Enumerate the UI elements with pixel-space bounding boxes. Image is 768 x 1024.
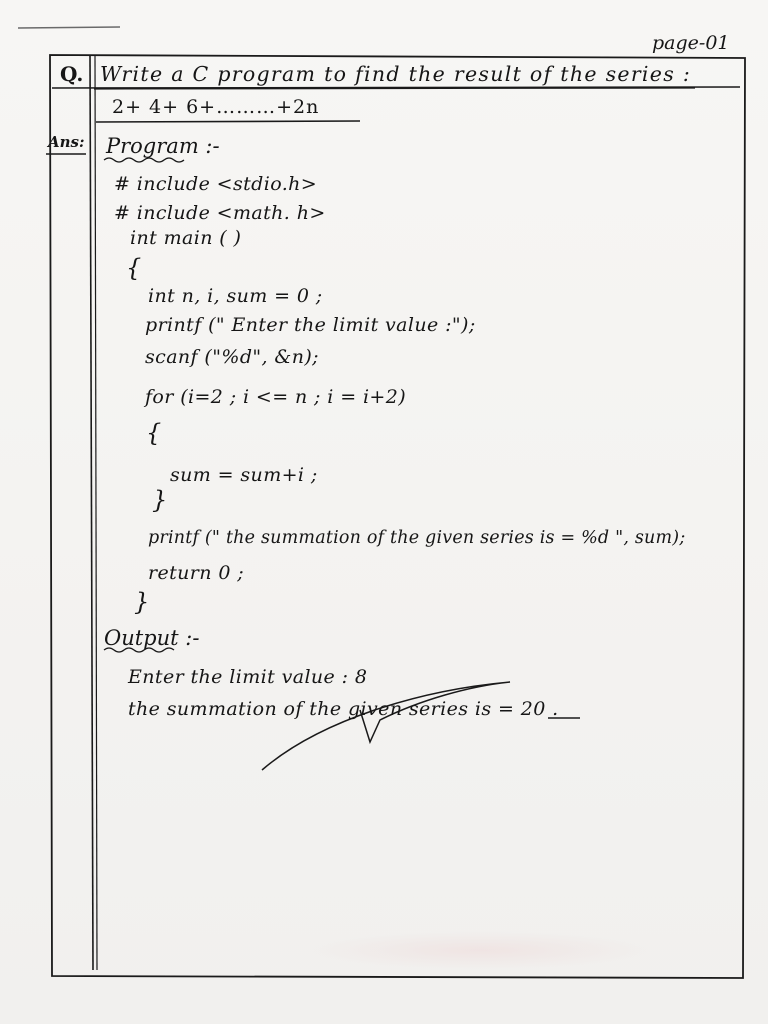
code-line-include-math: # include <math. h>: [114, 202, 326, 224]
code-line-printf-prompt: printf (" Enter the limit value :");: [145, 314, 476, 336]
code-line-main: int main ( ): [130, 227, 242, 249]
code-line-return: return 0 ;: [148, 562, 245, 584]
output-line-prompt: Enter the limit value : 8: [128, 666, 368, 688]
top-edge-line: [18, 27, 120, 28]
margin-line-inner: [95, 56, 97, 970]
code-line-loop-open-brace: {: [146, 419, 162, 447]
answer-marker: Ans:: [48, 133, 85, 151]
code-line-loop-close-brace: }: [152, 486, 168, 514]
code-line-declarations: int n, i, sum = 0 ;: [148, 285, 323, 307]
ending-flourish: [262, 682, 510, 770]
code-line-open-brace: {: [126, 254, 142, 282]
program-heading: Program :-: [106, 134, 220, 158]
code-line-scanf: scanf ("%d", &n);: [145, 346, 319, 368]
code-line-close-brace: }: [134, 588, 150, 616]
code-line-sum-update: sum = sum+i ;: [170, 464, 318, 486]
margin-line-outer: [90, 56, 93, 970]
output-line-result: the summation of the given series is = 20 .: [128, 698, 559, 720]
question-text: Write a C program to find the result of the series :: [100, 62, 692, 86]
code-line-for-loop: for (i=2 ; i <= n ; i = i+2): [145, 386, 407, 408]
output-heading: Output :-: [104, 626, 200, 650]
series-underline: [96, 121, 360, 122]
page-number-label: page-01: [652, 32, 730, 54]
series-expression: 2+ 4+ 6+………+2n: [112, 96, 320, 118]
code-line-printf-result: printf (" the summation of the given series is = %d ", sum);: [148, 528, 686, 548]
question-marker: Q.: [60, 62, 84, 86]
code-line-include-stdio: # include <stdio.h>: [114, 173, 318, 195]
program-squiggle: [104, 158, 184, 162]
